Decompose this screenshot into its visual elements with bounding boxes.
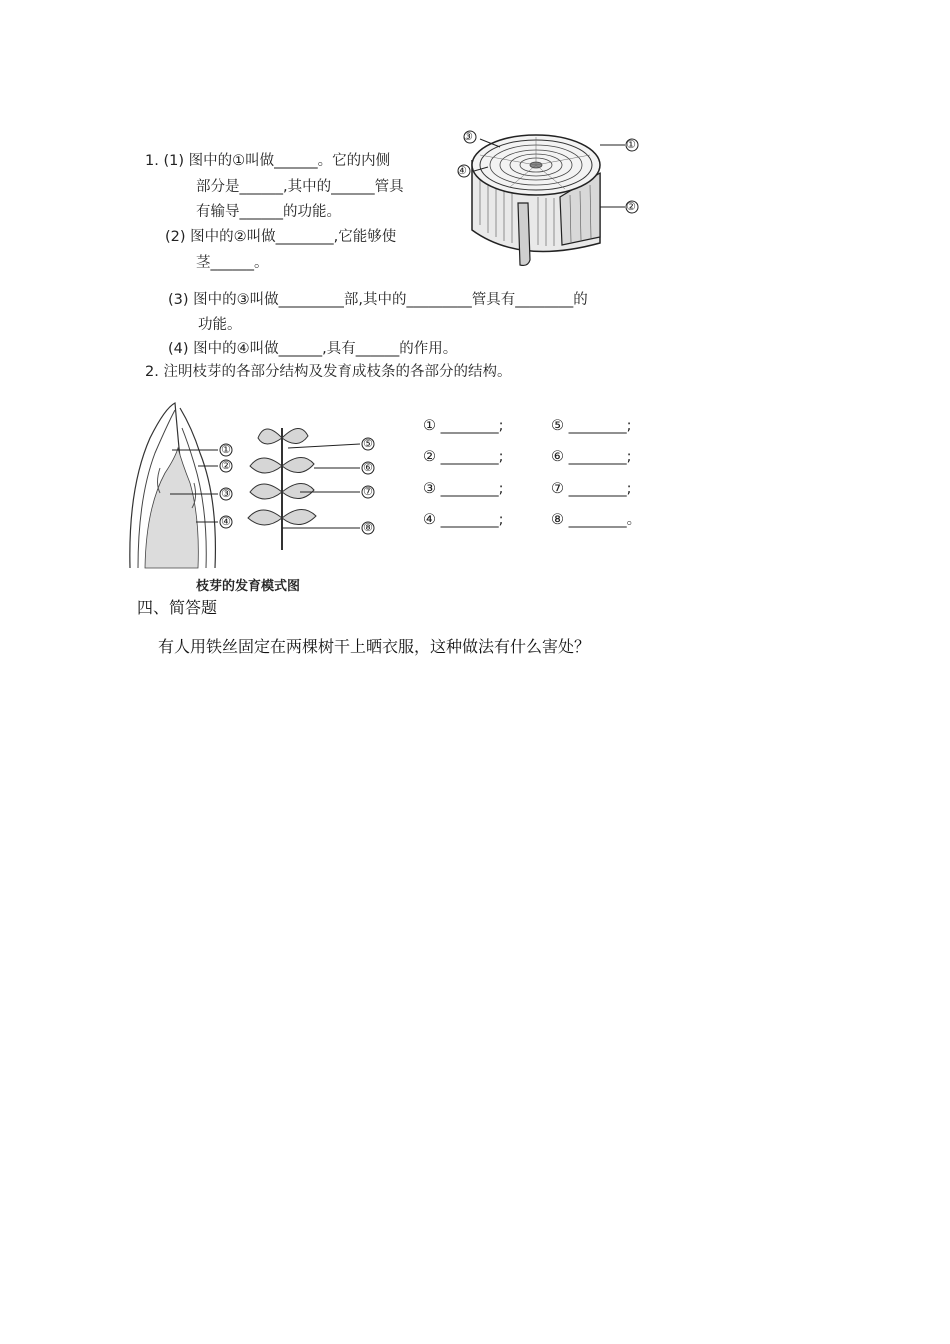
answer-blank-3: ③ ________; bbox=[423, 481, 504, 497]
short-answer-question: 有人用铁丝固定在两棵树干上晒衣服，这种做法有什么害处？ bbox=[158, 637, 591, 656]
stem-cross-section-figure bbox=[450, 125, 650, 270]
answer-blank-6: ⑥ ________; bbox=[551, 449, 632, 465]
bud-figure-caption: 枝芽的发育模式图 bbox=[196, 579, 301, 594]
bud-label-8: ⑧ bbox=[363, 521, 373, 534]
stem-label-3: ③ bbox=[463, 130, 473, 143]
bud-label-1: ① bbox=[221, 443, 231, 456]
bud-label-2: ② bbox=[221, 459, 231, 472]
bud-label-3: ③ bbox=[221, 487, 231, 500]
bud-label-5: ⑤ bbox=[363, 437, 373, 450]
answer-blank-1: ① ________; bbox=[423, 418, 504, 434]
answer-blank-8: ⑧ ________。 bbox=[551, 512, 642, 528]
bud-label-7: ⑦ bbox=[363, 485, 373, 498]
q1-line-7: 功能。 bbox=[198, 317, 242, 333]
answer-blank-4: ④ ________; bbox=[423, 512, 504, 528]
branch-diagram bbox=[240, 418, 380, 553]
q1-line-1: 1. (1) 图中的①叫做______。它的内侧 bbox=[145, 153, 391, 169]
q1-line-2: 部分是______,其中的______管具 bbox=[196, 179, 404, 195]
answer-blank-7: ⑦ ________; bbox=[551, 481, 632, 497]
section-heading: 四、简答题 bbox=[137, 598, 218, 617]
bud-label-4: ④ bbox=[221, 515, 231, 528]
q1-line-6: (3) 图中的③叫做_________部,其中的_________管具有________的 bbox=[168, 292, 588, 308]
q1-line-8: (4) 图中的④叫做______,具有______的作用。 bbox=[168, 341, 458, 357]
q1-line-4: (2) 图中的②叫做________,它能够使 bbox=[165, 229, 397, 245]
stem-label-2: ② bbox=[626, 200, 636, 213]
q1-line-3: 有输导______的功能。 bbox=[196, 204, 341, 220]
q1-line-5: 茎______。 bbox=[196, 255, 269, 271]
stem-label-4: ④ bbox=[457, 164, 467, 177]
answer-blank-2: ② ________; bbox=[423, 449, 504, 465]
bud-label-6: ⑥ bbox=[363, 461, 373, 474]
answer-blank-5: ⑤ ________; bbox=[551, 418, 632, 434]
q2-instruction: 2. 注明枝芽的各部分结构及发育成枝条的各部分的结构。 bbox=[145, 364, 512, 380]
stem-label-1: ① bbox=[626, 138, 636, 151]
